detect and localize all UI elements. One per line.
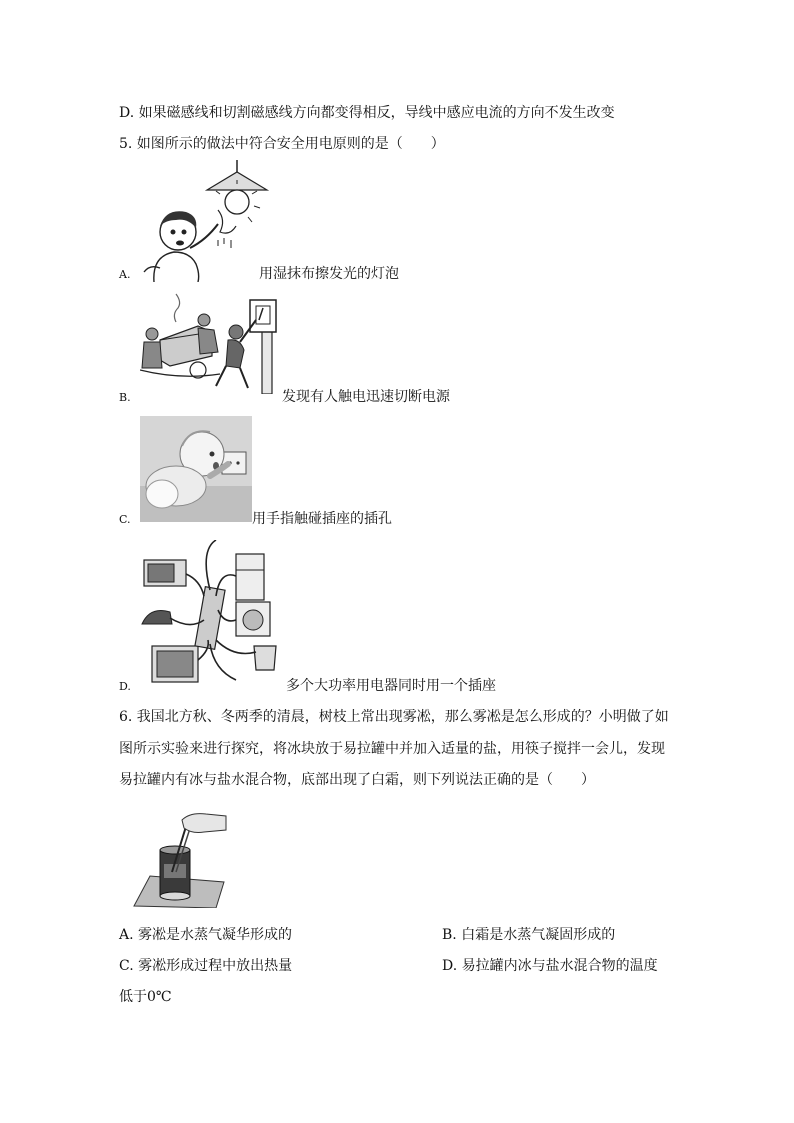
q6-experiment-image	[130, 810, 228, 908]
q6-stem-line-3: 易拉罐内有冰与盐水混合物，底部出现了白霜，则下列说法正确的是（ ）	[119, 772, 595, 788]
q4-option-d: D. 如果磁感线和切割磁感线方向都变得相反，导线中感应电流的方向不发生改变	[119, 105, 615, 121]
option-b-image	[140, 290, 282, 394]
q6-option-d-line-1: D. 易拉罐内冰与盐水混合物的温度	[442, 958, 658, 974]
q6-stem-line-1: 6. 我国北方秋、冬两季的清晨，树枝上常出现雾凇，那么雾凇是怎么形成的？小明做了如	[119, 709, 669, 725]
option-d-letter: D.	[119, 680, 131, 693]
option-c-letter: C.	[119, 513, 131, 526]
option-c-image	[140, 416, 252, 522]
q6-option-a: A. 雾凇是水蒸气凝华形成的	[119, 927, 293, 943]
option-b-letter: B.	[119, 391, 131, 404]
option-b-caption: 发现有人触电迅速切断电源	[282, 389, 450, 405]
q5-stem: 5. 如图所示的做法中符合安全用电原则的是（ ）	[119, 136, 445, 152]
option-a-image	[140, 160, 270, 282]
option-a-caption: 用湿抹布擦发光的灯泡	[259, 266, 399, 282]
q6-option-c: C. 雾凇形成过程中放出热量	[119, 958, 293, 974]
q6-option-d-line-2: 低于0℃	[119, 989, 172, 1005]
q6-stem-line-2: 图所示实验来进行探究，将冰块放于易拉罐中并加入适量的盐，用筷子搅拌一会儿，发现	[119, 741, 665, 757]
option-c-caption: 用手指触碰插座的插孔	[252, 511, 392, 527]
q6-option-b: B. 白霜是水蒸气凝固形成的	[442, 927, 616, 943]
option-d-caption: 多个大功率用电器同时用一个插座	[286, 678, 496, 694]
option-d-image	[140, 540, 282, 688]
option-a-letter: A.	[119, 268, 131, 281]
